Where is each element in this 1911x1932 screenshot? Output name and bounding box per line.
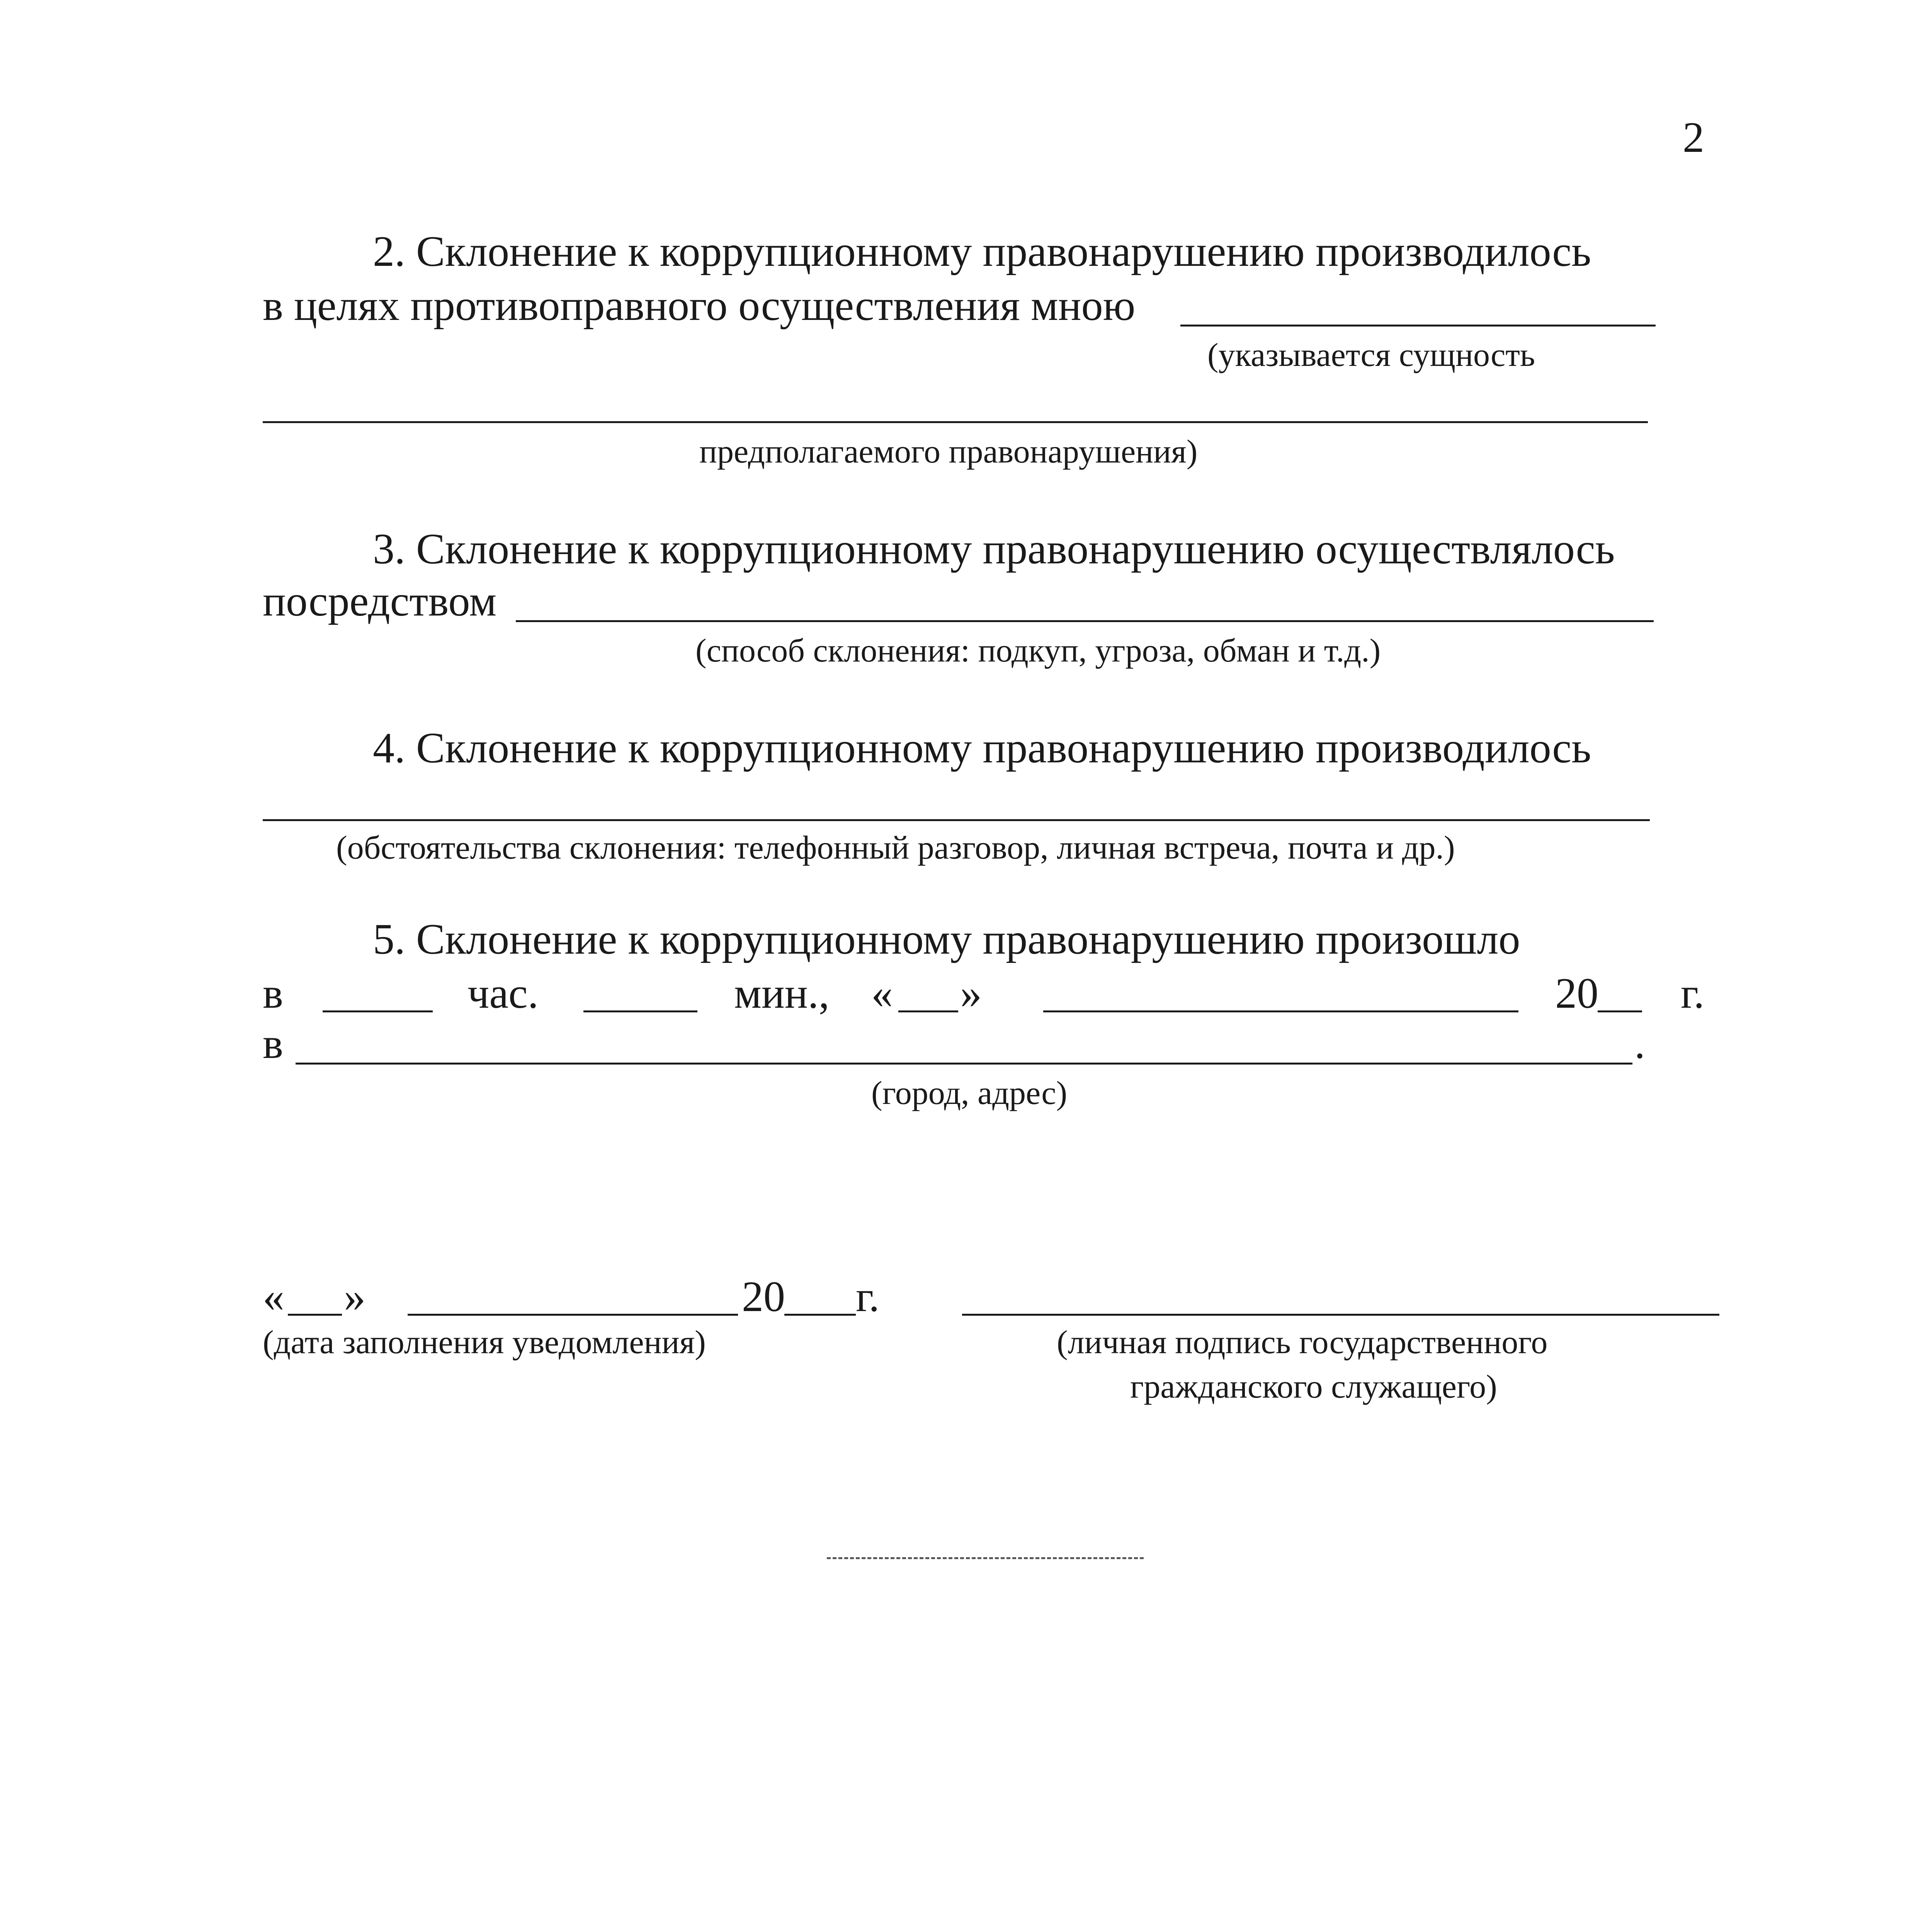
signature-hint-2: гражданского служащего) bbox=[1130, 1368, 1497, 1405]
signature-year-suffix: г. bbox=[856, 1273, 880, 1321]
section-3-hint: (способ склонения: подкуп, угроза, обман и т.д.) bbox=[695, 632, 1381, 669]
section-2-line-2: в целях противоправного осуществления мною bbox=[263, 282, 1136, 330]
signature-day-blank[interactable] bbox=[288, 1314, 342, 1316]
section-5-in-2: в bbox=[263, 1020, 283, 1068]
section-5-month-blank[interactable] bbox=[1043, 1010, 1518, 1012]
section-5-hour-label: час. bbox=[468, 969, 539, 1017]
signature-year-blank[interactable] bbox=[784, 1314, 856, 1316]
section-4-line-1: 4. Склонение к коррупционному правонарушению производилось bbox=[373, 724, 1591, 772]
section-3-line-2: посредством bbox=[263, 577, 497, 625]
section-4-blank[interactable] bbox=[263, 819, 1650, 821]
section-2-blank-1[interactable] bbox=[1180, 325, 1656, 327]
signature-month-blank[interactable] bbox=[408, 1314, 738, 1316]
section-5-day-blank[interactable] bbox=[898, 1010, 958, 1012]
section-5-minute-label: мин., bbox=[734, 969, 830, 1017]
signature-year-prefix: 20 bbox=[742, 1273, 785, 1321]
section-5-place-blank[interactable] bbox=[296, 1063, 1632, 1065]
section-5-year-prefix: 20 bbox=[1555, 969, 1598, 1017]
section-5-quote-close: » bbox=[960, 969, 982, 1017]
section-2-hint-1: (указывается сущность bbox=[1207, 336, 1535, 373]
section-5-minute-blank[interactable] bbox=[583, 1010, 697, 1012]
section-5-line-1: 5. Склонение к коррупционному правонарушению произошло bbox=[373, 915, 1520, 963]
section-2-line-1: 2. Склонение к коррупционному правонарушению производилось bbox=[373, 228, 1591, 276]
bottom-separator bbox=[827, 1557, 1144, 1559]
section-5-period: . bbox=[1634, 1020, 1645, 1068]
page-number: 2 bbox=[1683, 114, 1704, 162]
section-2-hint-2: предполагаемого правонарушения) bbox=[699, 433, 1198, 470]
signature-date-hint: (дата заполнения уведомления) bbox=[263, 1323, 706, 1361]
section-5-hint: (город, адрес) bbox=[871, 1074, 1068, 1111]
section-5-quote-open: « bbox=[871, 969, 893, 1017]
section-4-hint: (обстоятельства склонения: телефонный разговор, личная встреча, почта и др.) bbox=[336, 829, 1455, 866]
section-3-line-1: 3. Склонение к коррупционному правонарушению осуществлялось bbox=[373, 525, 1615, 573]
section-5-year-blank[interactable] bbox=[1598, 1010, 1642, 1012]
signature-quote-open: « bbox=[263, 1273, 284, 1321]
section-2-blank-2[interactable] bbox=[263, 421, 1648, 423]
section-5-year-suffix: г. bbox=[1681, 969, 1705, 1017]
section-5-hour-blank[interactable] bbox=[323, 1010, 433, 1012]
signature-line[interactable] bbox=[962, 1314, 1719, 1316]
signature-hint-1: (личная подпись государственного bbox=[1057, 1323, 1548, 1361]
section-5-in: в bbox=[263, 969, 283, 1017]
section-3-blank[interactable] bbox=[516, 620, 1654, 622]
signature-quote-close: » bbox=[344, 1273, 366, 1321]
